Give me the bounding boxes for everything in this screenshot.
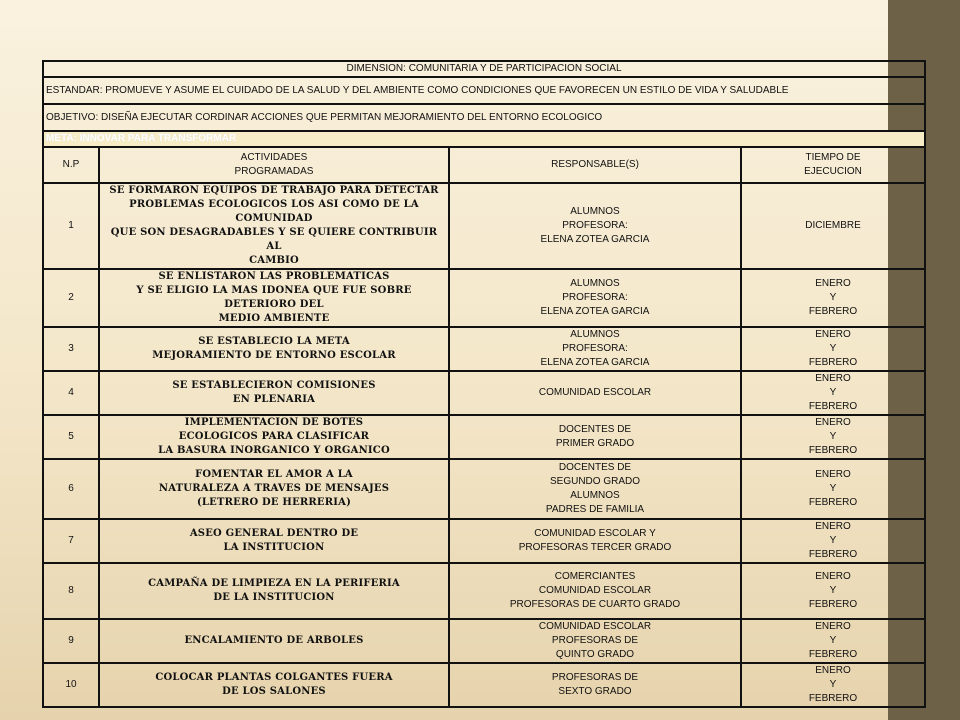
responsible-cell: ALUMNOS PROFESORA: ELENA ZOTEA GARCIA <box>449 269 741 327</box>
responsible-cell: DOCENTES DE SEGUNDO GRADO ALUMNOS PADRES DE FAMILIA <box>449 459 741 519</box>
time-cell: ENERO Y FEBRERO <box>741 663 925 707</box>
meta-row: META: INNOVAR PARA TRANSFORMAR <box>43 131 925 147</box>
activity-cell: SE ESTABLECIERON COMISIONES EN PLENARIA <box>99 371 449 415</box>
row-number: 3 <box>43 327 99 371</box>
table-row <box>43 519 925 563</box>
objetivo-row: OBJETIVO: DISEÑA EJECUTAR CORDINAR ACCIONES QUE PERMITAN MEJORAMIENTO DEL ENTORNO ECOLOGICO <box>43 104 925 131</box>
row-number: 1 <box>43 183 99 269</box>
table-row <box>43 619 925 663</box>
responsible-cell: PROFESORAS DE SEXTO GRADO <box>449 663 741 707</box>
table-row <box>43 327 925 371</box>
responsible-cell: COMUNIDAD ESCOLAR Y PROFESORAS TERCER GRADO <box>449 519 741 563</box>
activity-cell: ASEO GENERAL DENTRO DE LA INSTITUCION <box>99 519 449 563</box>
row-number: 5 <box>43 415 99 459</box>
activity-cell: CAMPAÑA DE LIMPIEZA EN LA PERIFERIA DE LA INSTITUCION <box>99 563 449 619</box>
row-number: 9 <box>43 619 99 663</box>
time-cell: ENERO Y FEBRERO <box>741 371 925 415</box>
row-number: 6 <box>43 459 99 519</box>
row-number: 2 <box>43 269 99 327</box>
table-row <box>43 459 925 519</box>
activity-cell: SE ENLISTARON LAS PROBLEMATICAS Y SE ELIGIO LA MAS IDONEA QUE FUE SOBRE DETERIORO DEL MEDIO AMBIENTE <box>99 269 449 327</box>
activity-cell: SE FORMARON EQUIPOS DE TRABAJO PARA DETECTAR PROBLEMAS ECOLOGICOS LOS ASI COMO DE LA COMUNIDAD QUE SON DESAGRADABLES Y SE QUIERE CONTRIBUIR AL CAMBIO <box>99 183 449 269</box>
table-row <box>43 269 925 327</box>
row-number: 4 <box>43 371 99 415</box>
estandar-row: ESTANDAR: PROMUEVE Y ASUME EL CUIDADO DE LA SALUD Y DEL AMBIENTE COMO CONDICIONES QUE FAVORECEN UN ESTILO DE VIDA Y SALUDABLE <box>43 77 925 104</box>
activity-cell: SE ESTABLECIO LA META MEJORAMIENTO DE ENTORNO ESCOLAR <box>99 327 449 371</box>
time-cell: DICIEMBRE <box>741 183 925 269</box>
table-row <box>43 415 925 459</box>
header-responsable: RESPONSABLE(S) <box>449 147 741 183</box>
row-number: 8 <box>43 563 99 619</box>
time-cell: ENERO Y FEBRERO <box>741 619 925 663</box>
dimension-row: DIMENSION: COMUNITARIA Y DE PARTICIPACION SOCIAL <box>43 61 925 77</box>
activity-cell: ENCALAMIENTO DE ARBOLES <box>99 619 449 663</box>
table-row <box>43 183 925 269</box>
header-np: N.P <box>43 147 99 183</box>
responsible-cell: COMERCIANTES COMUNIDAD ESCOLAR PROFESORAS DE CUARTO GRADO <box>449 563 741 619</box>
table-row <box>43 563 925 619</box>
row-number: 7 <box>43 519 99 563</box>
activity-cell: FOMENTAR EL AMOR A LA NATURALEZA A TRAVES DE MENSAJES (LETRERO DE HERRERIA) <box>99 459 449 519</box>
time-cell: ENERO Y FEBRERO <box>741 415 925 459</box>
responsible-cell: COMUNIDAD ESCOLAR <box>449 371 741 415</box>
activity-cell: COLOCAR PLANTAS COLGANTES FUERA DE LOS SALONES <box>99 663 449 707</box>
activities-table <box>42 60 926 708</box>
time-cell: ENERO Y FEBRERO <box>741 519 925 563</box>
responsible-cell: COMUNIDAD ESCOLAR PROFESORAS DE QUINTO GRADO <box>449 619 741 663</box>
table-row <box>43 663 925 707</box>
row-number: 10 <box>43 663 99 707</box>
header-tiempo: TIEMPO DE EJECUCION <box>741 147 925 183</box>
time-cell: ENERO Y FEBRERO <box>741 459 925 519</box>
header-actividades: ACTIVIDADES PROGRAMADAS <box>99 147 449 183</box>
table-row <box>43 371 925 415</box>
time-cell: ENERO Y FEBRERO <box>741 269 925 327</box>
responsible-cell: ALUMNOS PROFESORA: ELENA ZOTEA GARCIA <box>449 183 741 269</box>
responsible-cell: ALUMNOS PROFESORA: ELENA ZOTEA GARCIA <box>449 327 741 371</box>
time-cell: ENERO Y FEBRERO <box>741 563 925 619</box>
time-cell: ENERO Y FEBRERO <box>741 327 925 371</box>
responsible-cell: DOCENTES DE PRIMER GRADO <box>449 415 741 459</box>
activity-cell: IMPLEMENTACION DE BOTES ECOLOGICOS PARA CLASIFICAR LA BASURA INORGANICO Y ORGANICO <box>99 415 449 459</box>
